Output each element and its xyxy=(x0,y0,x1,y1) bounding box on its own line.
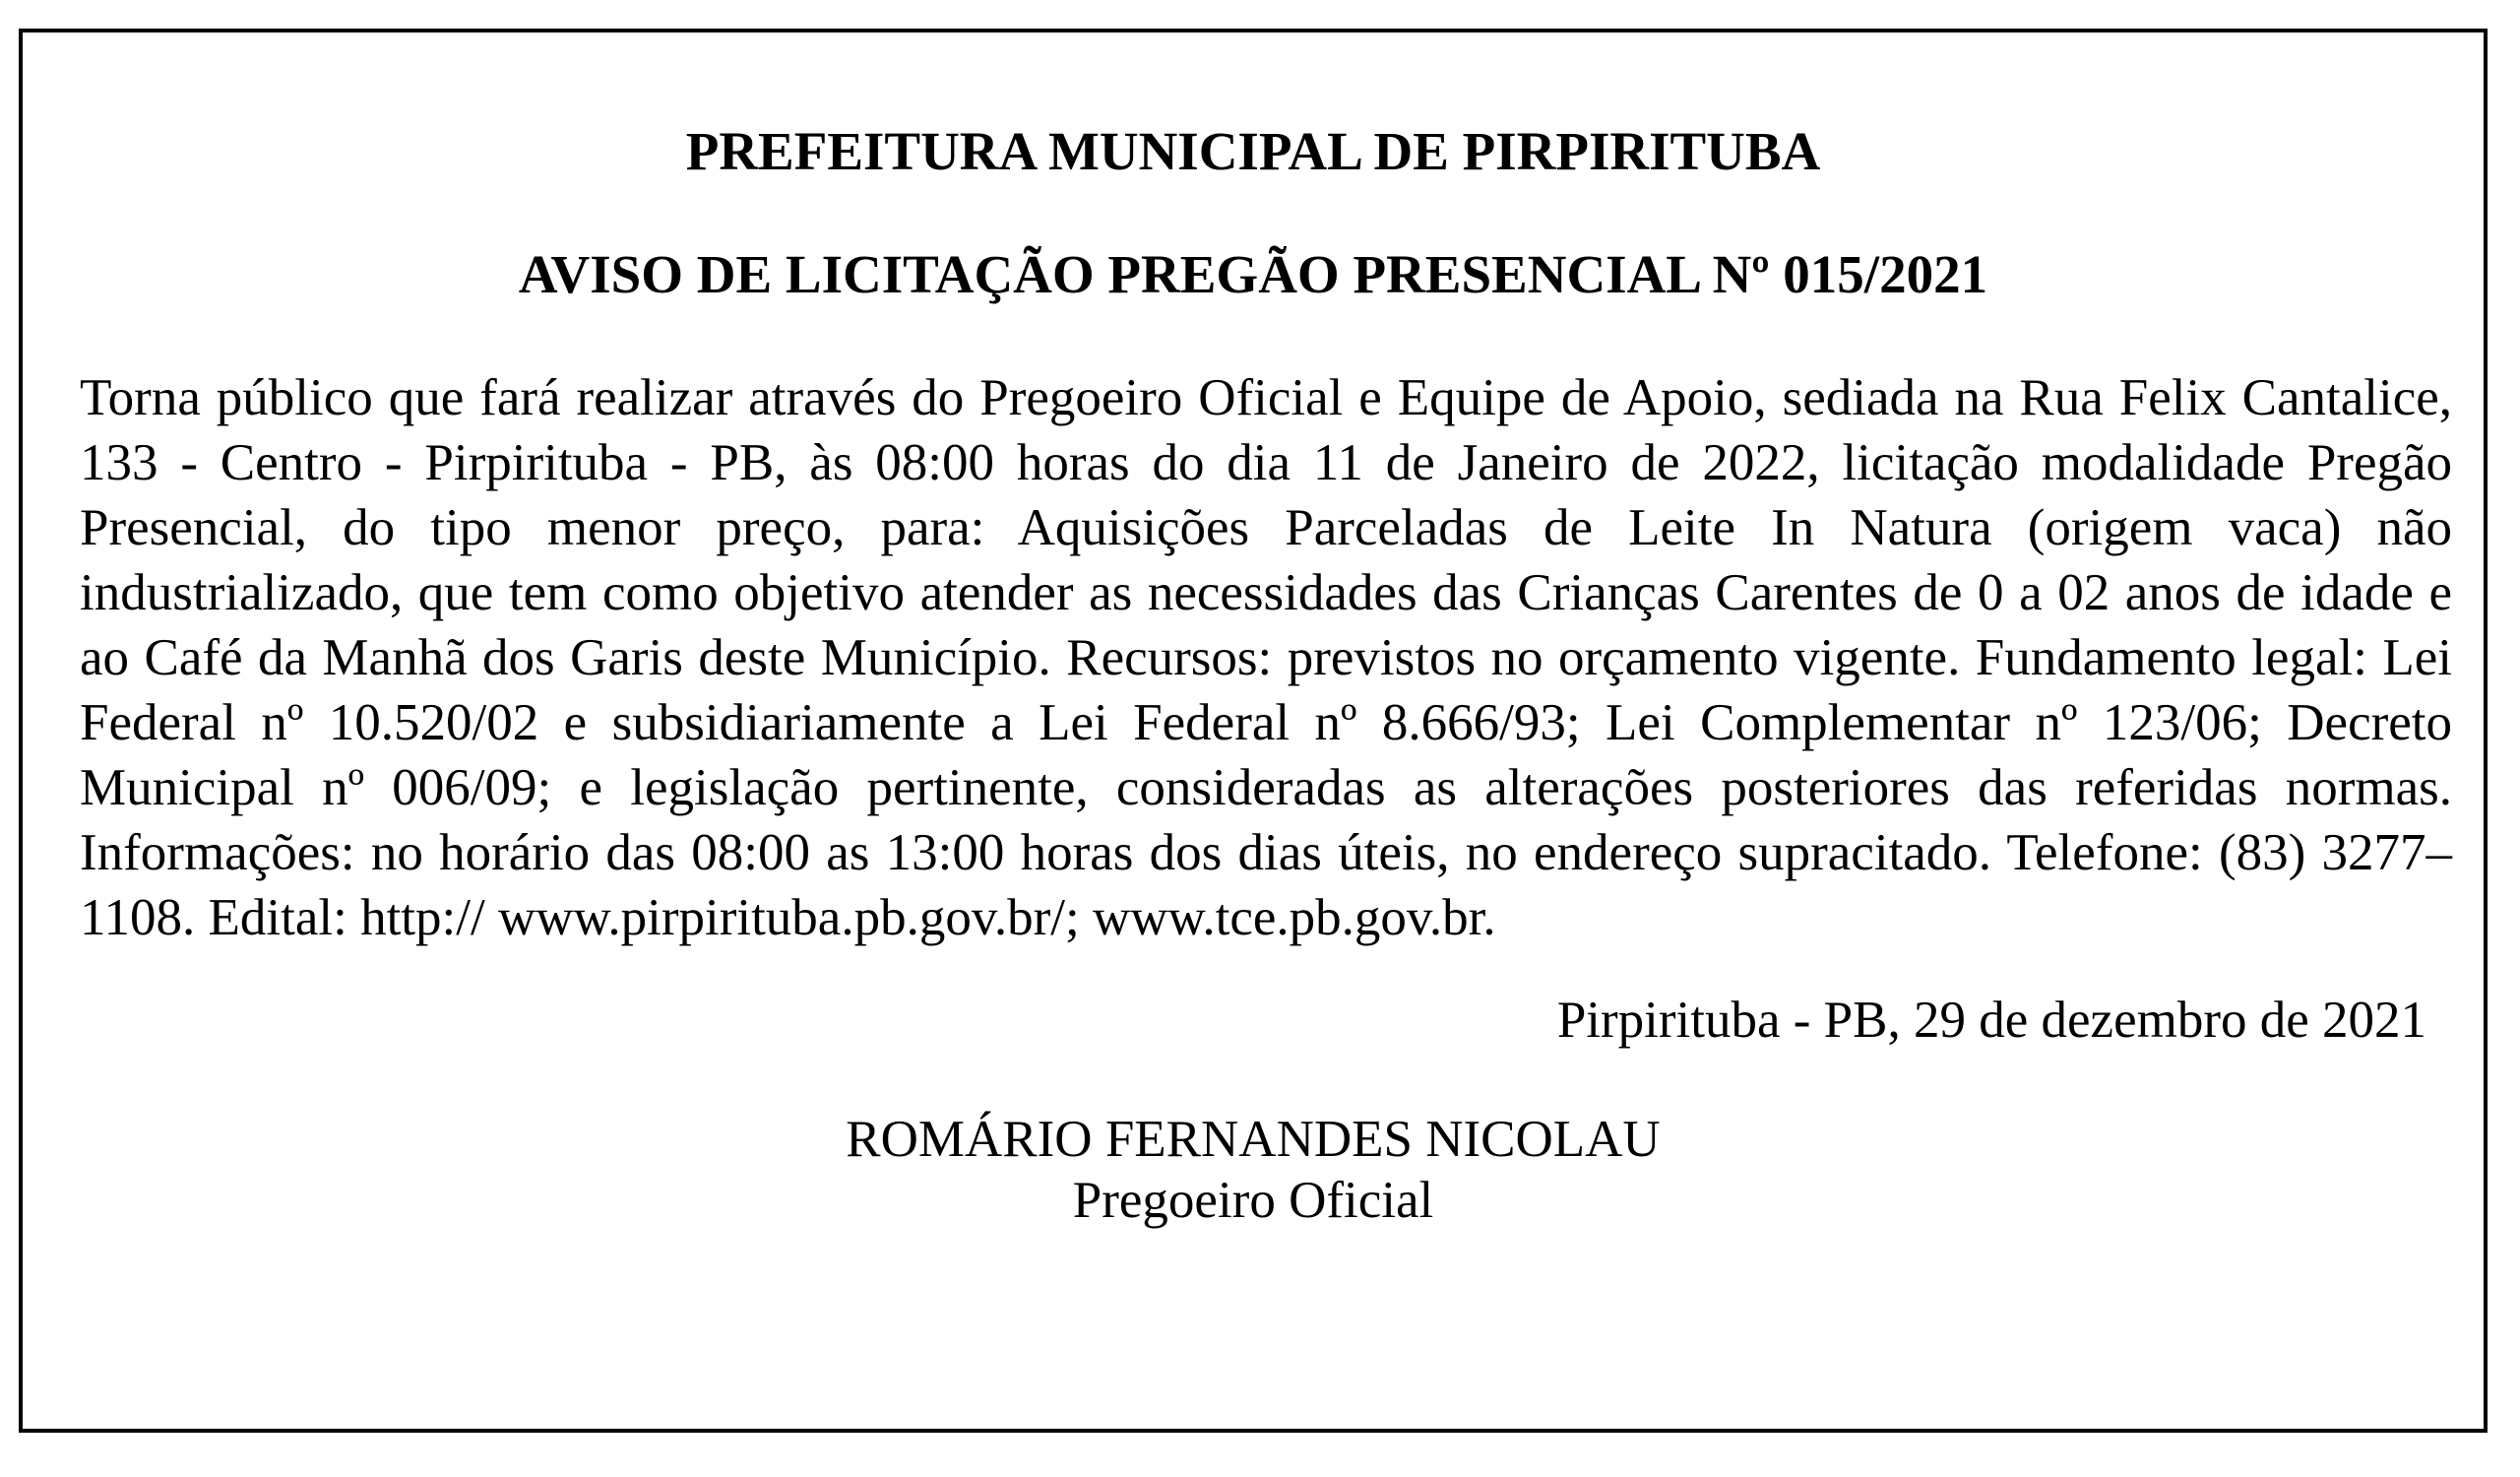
notice-border xyxy=(19,29,2488,1433)
signer-name: ROMÁRIO FERNANDES NICOLAU xyxy=(846,1111,1661,1168)
place-date: Pirpirituba - PB, 29 de dezembro de 2021 xyxy=(1556,992,2426,1049)
notice-body: Torna público que fará realizar através do Pregoeiro Oficial e Equipe de Apoio, sediada na Rua Felix Cantalice, 133 - Centro - Pirpirituba - PB, às 08:00 horas do dia 11 de Janeiro de 2022, licitação modalidade Pregão Presencial, do tipo menor preço, para: Aquisições Parceladas de Leite In Natura (origem vaca) não industrializado, que tem como objetivo atender as necessidades das Crianças Carentes de 0 a 02 anos de idade e ao Café da Manhã dos Garis deste Município. Recursos: previstos no orçamento vigente. Fundamento legal: Lei Federal nº 10.520/02 e subsidiariamente a Lei Federal nº 8.666/93; Lei Complementar nº 123/06; Decreto Municipal nº 006/09; e legislação pertinente, consideradas as alterações posteriores das referidas normas. Informações: no horário das 08:00 as 13:00 horas dos dias úteis, no endereço supracitado. Telefone: (83) 3277–1108. Edital: http:// www.pirpirituba.pb.gov.br/; www.tce.pb.gov.br. xyxy=(80,369,2452,946)
signer-role: Pregoeiro Oficial xyxy=(1072,1172,1434,1229)
municipality-heading: PREFEITURA MUNICIPAL DE PIRPIRITUBA xyxy=(685,121,1821,181)
notice-title: AVISO DE LICITAÇÃO PREGÃO PRESENCIAL Nº 015/2021 xyxy=(518,244,1988,304)
